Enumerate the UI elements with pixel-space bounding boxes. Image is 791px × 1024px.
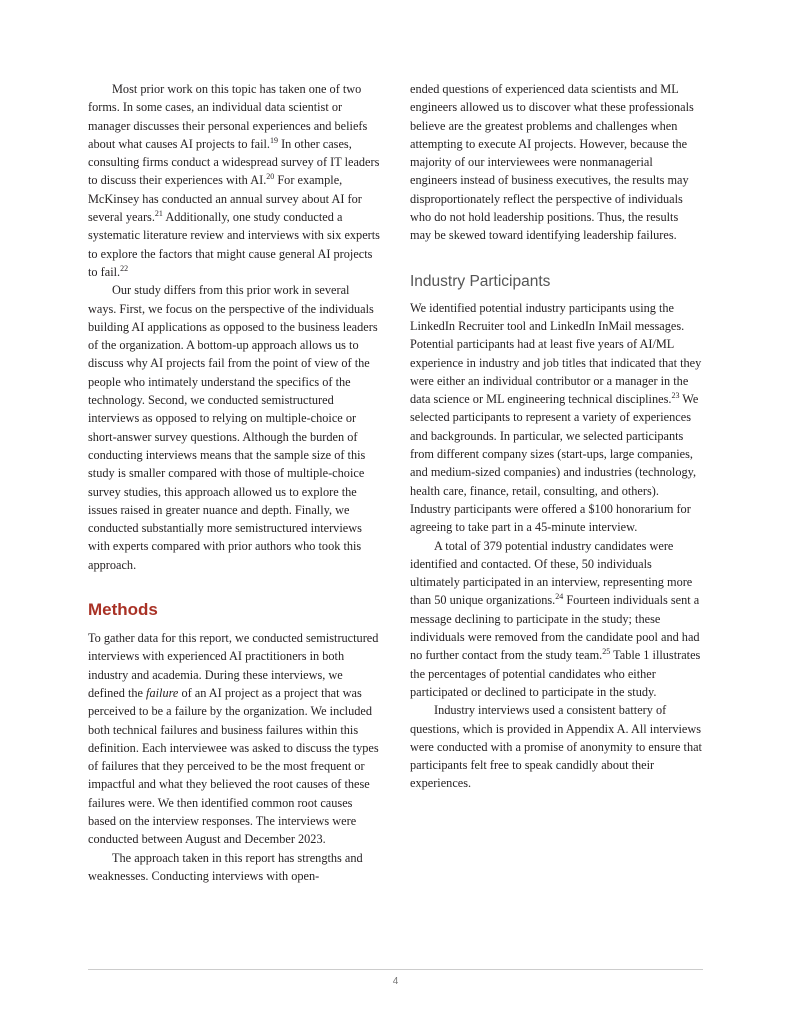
section-heading-methods: Methods — [88, 600, 158, 620]
page-number: 4 — [392, 976, 399, 987]
body-paragraph: Our study differs from this prior work in several ways. First, we focus on the perspective of the individuals building AI applications as opposed to the business leaders of the organization. A bottom-up approach allows us to discuss why AI projects fail from the point of view of the people who intimately understand the specifics of the technology. Second, we conducted semistructured interviews as opposed to relying on multiple-choice or short-answer survey questions. Although the burden of conducting interviews means that the sample size of this study is smaller compared with those of multiple-choice survey studies, this approach allowed us to explore the issues raised in greater nuance and depth. Finally, we conducted substantially more semistructured interviews with experts compared with prior authors who took this approach. — [88, 283, 378, 572]
footnote-ref[interactable]: 22 — [120, 263, 129, 273]
footer-divider — [88, 969, 703, 970]
footnote-ref[interactable]: 20 — [266, 172, 275, 182]
body-paragraph: ended questions of experienced data scientists and ML engineers allowed us to discover what these professionals believe are the greatest problems and challenges when attempting to execute AI projects. However, because the majority of our interviewees were nonmanagerial engineers instead of business executives, the results may disproportionately reflect the perspective of individuals who do not hold leadership positions. Thus, the results may be skewed toward identifying leadership failures. — [410, 82, 694, 243]
emphasis-term: failure — [146, 685, 179, 700]
subsection-heading-industry-participants: Industry Participants — [410, 272, 551, 290]
footnote-ref[interactable]: 25 — [602, 647, 611, 657]
body-paragraph: The approach taken in this report has strengths and weaknesses. Conducting interviews with open- — [88, 850, 363, 883]
body-paragraph: We identified potential industry participants using the LinkedIn Recruiter tool and LinkedIn InMail messages. Potential participants had at least five years of AI/ML experience in industry and job titles that indicated that they were either an individual contributor or a manager in the data science or ML engineering technical disciplines.$^{23}$ We selected participants to represent a variety of experiences and backgrounds. In particular, we selected participants from different company sizes (start-ups, large companies, and medium-sized companies) and industries (technology, health care, finance, retail, consulting, and others). Industry participants were offered a $100 honorarium for agreeing to take part in a 45-minute interview. — [410, 300, 702, 535]
right-column — [410, 80, 702, 793]
body-paragraph: Most prior work on this topic has taken one of two forms. In some cases, an individual data scientist or manager discusses their personal experiences and beliefs about what causes AI projects to fail.$^{19}$ In other cases, consulting firms conduct a widespread survey of IT leaders to discuss their experiences with AI.$^{20}$ For example, McKinsey has conducted an annual survey about AI for several years.$^{21}$ Additionally, one study conducted a systematic literature review and interviews with six experts to explore the factors that might cause general AI projects to fail.$^{22}$ — [88, 82, 380, 279]
footnote-ref[interactable]: 24 — [555, 592, 564, 602]
footnote-ref[interactable]: 19 — [270, 135, 279, 145]
footnote-ref[interactable]: 23 — [671, 391, 680, 401]
body-paragraph: A total of 379 potential industry candidates were identified and contacted. Of these, 50 individuals ultimately participated in an interview, representing more than 50 unique organizations.$^{24}$ Fourteen individuals sent a message declining to participate in the study; these individuals were removed from the candidate pool and had no further contact from the study team.$^{25}$ Table 1 illustrates the percentages of potential candidates who either participated or declined to participate in the study. — [410, 538, 701, 699]
body-paragraph: To gather data for this report, we conducted semistructured interviews with experienced AI practitioners in both industry and academia. During these interviews, we defined the failure of an AI project as a project that was perceived to be a failure by the organization. We included both technical failures and business failures within this definition. Each interviewee was asked to discuss the types of failures that they perceived to be the most frequent or impactful and what they believed the root causes of these failures were. We then identified common root causes based on the interview responses. The interviews were conducted between August and December 2023. — [88, 631, 379, 847]
left-column — [88, 80, 380, 885]
body-paragraph: Industry interviews used a consistent battery of questions, which is provided in Appendix A. All interviews were conducted with a promise of anonymity to ensure that participants felt free to speak candidly about their experiences. — [410, 703, 702, 791]
footnote-ref[interactable]: 21 — [154, 209, 163, 219]
